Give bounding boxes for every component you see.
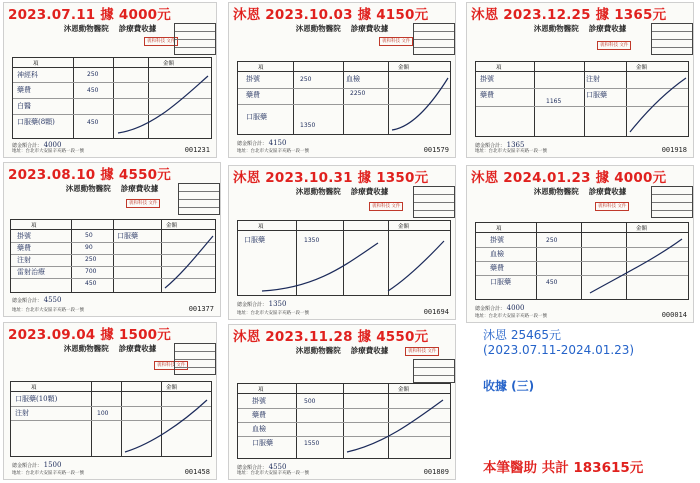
item-label: 口服藥(8顆): [17, 118, 55, 126]
item-label: 藥費: [17, 86, 31, 94]
total-amount: 1350: [268, 300, 287, 308]
header-amount: 金額: [398, 65, 410, 71]
header-item: 項: [496, 226, 502, 232]
item-table: [475, 222, 689, 300]
clinic-name: 沐恩動物醫院: [533, 24, 579, 33]
stamp: 義和科技 文件: [379, 37, 413, 46]
cancel-slash: [388, 72, 452, 134]
summary-text: [483, 328, 634, 358]
item-label: 口服藥(10顆): [15, 395, 58, 403]
cancel-slash: [626, 72, 690, 136]
address: 地址：台北市大安區辛亥路一段一號: [237, 149, 309, 154]
item-label: 口服藥: [117, 232, 138, 240]
receipt-title: 沐恩 2023.10.03 據 4150元: [233, 7, 429, 23]
item-amount: 500: [304, 398, 316, 405]
total-label: 總金額合計：: [12, 463, 43, 469]
address: 地址：台北市大安區辛亥路一段一號: [237, 471, 309, 476]
receipt-title: 沐恩 2023.11.28 據 4550元: [233, 329, 429, 345]
receipt-4: [3, 162, 221, 317]
item-label: 口服藥: [246, 113, 267, 121]
item-amount: 450: [85, 280, 97, 287]
receipt-title: 沐恩 2023.10.31 據 1350元: [233, 170, 429, 186]
total-label: 總金額合計：: [475, 306, 506, 312]
receipt-7: [3, 322, 217, 480]
doc-type: 診療費收據: [588, 187, 627, 196]
item-amount: 250: [87, 71, 99, 78]
header-amount: 金額: [636, 65, 648, 71]
header-item: 項: [258, 387, 264, 393]
header-amount: 金額: [398, 387, 410, 393]
stamp: 義和科技 文件: [595, 202, 629, 211]
checkbox-area: [413, 23, 455, 55]
item-label: 藥費: [17, 244, 31, 252]
item-label: 白醫: [17, 102, 31, 110]
item-amount: 250: [546, 237, 558, 244]
serial-number: 001458: [184, 468, 210, 476]
serial-number: 001918: [661, 146, 687, 154]
receipt-6: [466, 165, 694, 323]
stamp: 義和科技 文件: [597, 41, 631, 50]
item-label: 掛號: [252, 397, 266, 405]
total-amount: 4150: [268, 139, 287, 147]
item-amount: 450: [87, 119, 99, 126]
item-amount: 1550: [304, 440, 320, 447]
total-amount: 4000: [506, 304, 525, 312]
serial-number: 001377: [188, 305, 214, 313]
doc-type: 診療費收據: [350, 187, 389, 196]
serial-number: 001579: [423, 146, 449, 154]
checkbox-area: [174, 23, 216, 55]
serial-number: 001809: [423, 468, 449, 476]
item-amount: 1350: [304, 237, 320, 244]
clinic-name: 沐恩動物醫院: [63, 344, 109, 353]
total-amount: 4000: [43, 141, 62, 149]
header-item: 項: [31, 223, 37, 229]
item-label: 藥費: [480, 91, 494, 99]
clinic-name: 沐恩動物醫院: [295, 187, 341, 196]
stamp: 義和科技 文件: [144, 37, 178, 46]
clinic-name: 沐恩動物醫院: [295, 24, 341, 33]
doc-type: 診療費收據: [350, 24, 389, 33]
item-amount: 2250: [350, 90, 366, 97]
header-item: 項: [258, 224, 264, 230]
receipt-title: 沐恩 2024.01.23 據 4000元: [471, 170, 667, 186]
address: 地址：台北市大安區辛亥路一段一號: [12, 308, 84, 313]
header-amount: 金額: [166, 385, 178, 391]
address: 地址：台北市大安區辛亥路一段一號: [12, 471, 84, 476]
doc-type: 診療費收據: [118, 24, 157, 33]
serial-number: 001694: [423, 308, 449, 316]
header-amount: 金額: [636, 226, 648, 232]
total-amount: 1365: [506, 141, 525, 149]
item-amount: 250: [85, 256, 97, 263]
cancel-slash: [258, 233, 448, 295]
cancel-slash: [113, 68, 213, 138]
item-label: 注射: [586, 75, 600, 83]
item-amount: 90: [85, 244, 93, 251]
total-amount: 4550: [268, 463, 287, 471]
checkbox-area: [178, 183, 220, 215]
item-label: 注射: [15, 409, 29, 417]
summary-line2: (2023.07.11-2024.01.23): [483, 343, 635, 357]
receipt-title: 2023.07.11 據 4000元: [8, 7, 171, 23]
item-label: 神經科: [17, 71, 38, 79]
header-amount: 金額: [398, 224, 410, 230]
item-amount: 450: [87, 87, 99, 94]
item-label: 雷射治療: [17, 268, 45, 276]
stamp: 義和科技 文件: [154, 361, 188, 370]
item-table: [237, 220, 451, 296]
total-label: 總金額合計：: [12, 143, 43, 149]
item-label: 藥費: [490, 264, 504, 272]
doc-type: 診療費收據: [120, 184, 159, 193]
stamp: 義和科技 文件: [126, 199, 160, 208]
total-label: 總金額合計：: [12, 298, 43, 304]
total-label: 總金額合計：: [237, 302, 268, 308]
item-amount: 100: [97, 410, 109, 417]
serial-number: 001231: [184, 146, 210, 154]
receipt-title: 2023.08.10 據 4550元: [8, 167, 171, 183]
address: 地址：台北市大安區辛亥路一段一號: [475, 314, 547, 319]
cancel-slash: [161, 230, 217, 292]
total-label: 總金額合計：: [475, 143, 506, 149]
receipt-3: [466, 2, 694, 158]
item-label: 藥費: [252, 411, 266, 419]
total-amount: 1500: [43, 461, 62, 469]
item-table: [237, 61, 451, 135]
item-amount: 1165: [546, 98, 562, 105]
total-label: 總金額合計：: [237, 141, 268, 147]
receipt-1: [3, 2, 217, 158]
item-amount: 250: [300, 76, 312, 83]
checkbox-area: [651, 23, 693, 55]
receipt-5: [228, 165, 456, 320]
checkbox-area: [651, 186, 693, 218]
summary-line1: 沐恩 25465元: [483, 328, 561, 342]
item-label: 血檢: [252, 425, 266, 433]
item-table: [12, 57, 212, 139]
checkbox-area: [413, 359, 455, 383]
item-table: [237, 383, 451, 459]
checkbox-area: [413, 186, 455, 218]
doc-type: 診療費收據: [350, 346, 389, 355]
total-amount: 4550: [43, 296, 62, 304]
summary-label: 收據 (三): [483, 379, 535, 393]
cancel-slash: [121, 394, 211, 456]
stamp: 義和科技 文件: [405, 347, 439, 356]
receipt-2: [228, 2, 456, 158]
header-item: 項: [33, 61, 39, 67]
item-label: 注射: [17, 256, 31, 264]
address: 地址：台北市大安區辛亥路一段一號: [237, 311, 309, 316]
receipt-title: 2023.09.04 據 1500元: [8, 327, 171, 343]
item-table: [10, 219, 216, 293]
header-amount: 金額: [166, 223, 178, 229]
item-label: 口服藥: [586, 91, 607, 99]
item-amount: 50: [85, 232, 93, 239]
item-amount: 700: [85, 268, 97, 275]
stamp: 義和科技 文件: [369, 202, 403, 211]
item-label: 掛號: [480, 75, 494, 83]
clinic-name: 沐恩動物醫院: [295, 346, 341, 355]
item-table: [475, 61, 689, 137]
clinic-name: 沐恩動物醫院: [65, 184, 111, 193]
item-label: 掛號: [17, 232, 31, 240]
item-table: [10, 381, 212, 457]
address: 地址：台北市大安區辛亥路一段一號: [475, 149, 547, 154]
clinic-name: 沐恩動物醫院: [63, 24, 109, 33]
item-label: 藥費: [246, 91, 260, 99]
item-amount: 1350: [300, 122, 316, 129]
header-item: 項: [258, 65, 264, 71]
grand-total: 本筆醫助 共計 183615元: [483, 460, 644, 476]
address: 地址：台北市大安區辛亥路一段一號: [12, 149, 84, 154]
receipt-title: 沐恩 2023.12.25 據 1365元: [471, 7, 667, 23]
header-item: 項: [496, 65, 502, 71]
doc-type: 診療費收據: [118, 344, 157, 353]
doc-type: 診療費收據: [588, 24, 627, 33]
checkbox-area: [174, 343, 216, 375]
cancel-slash: [586, 233, 686, 297]
item-label: 掛號: [490, 236, 504, 244]
cancel-slash: [343, 394, 448, 458]
total-label: 總金額合計：: [237, 465, 268, 471]
item-label: 口服藥: [252, 439, 273, 447]
item-label: 血檢: [490, 250, 504, 258]
header-amount: 金額: [163, 61, 175, 67]
clinic-name: 沐恩動物醫院: [533, 187, 579, 196]
item-label: 掛號: [246, 75, 260, 83]
item-label: 口服藥: [490, 278, 511, 286]
receipt-8: [228, 324, 456, 480]
serial-number: 000014: [661, 311, 687, 319]
item-label: 血檢: [346, 75, 360, 83]
item-amount: 450: [546, 279, 558, 286]
item-label: 口服藥: [244, 236, 265, 244]
header-item: 項: [31, 385, 37, 391]
